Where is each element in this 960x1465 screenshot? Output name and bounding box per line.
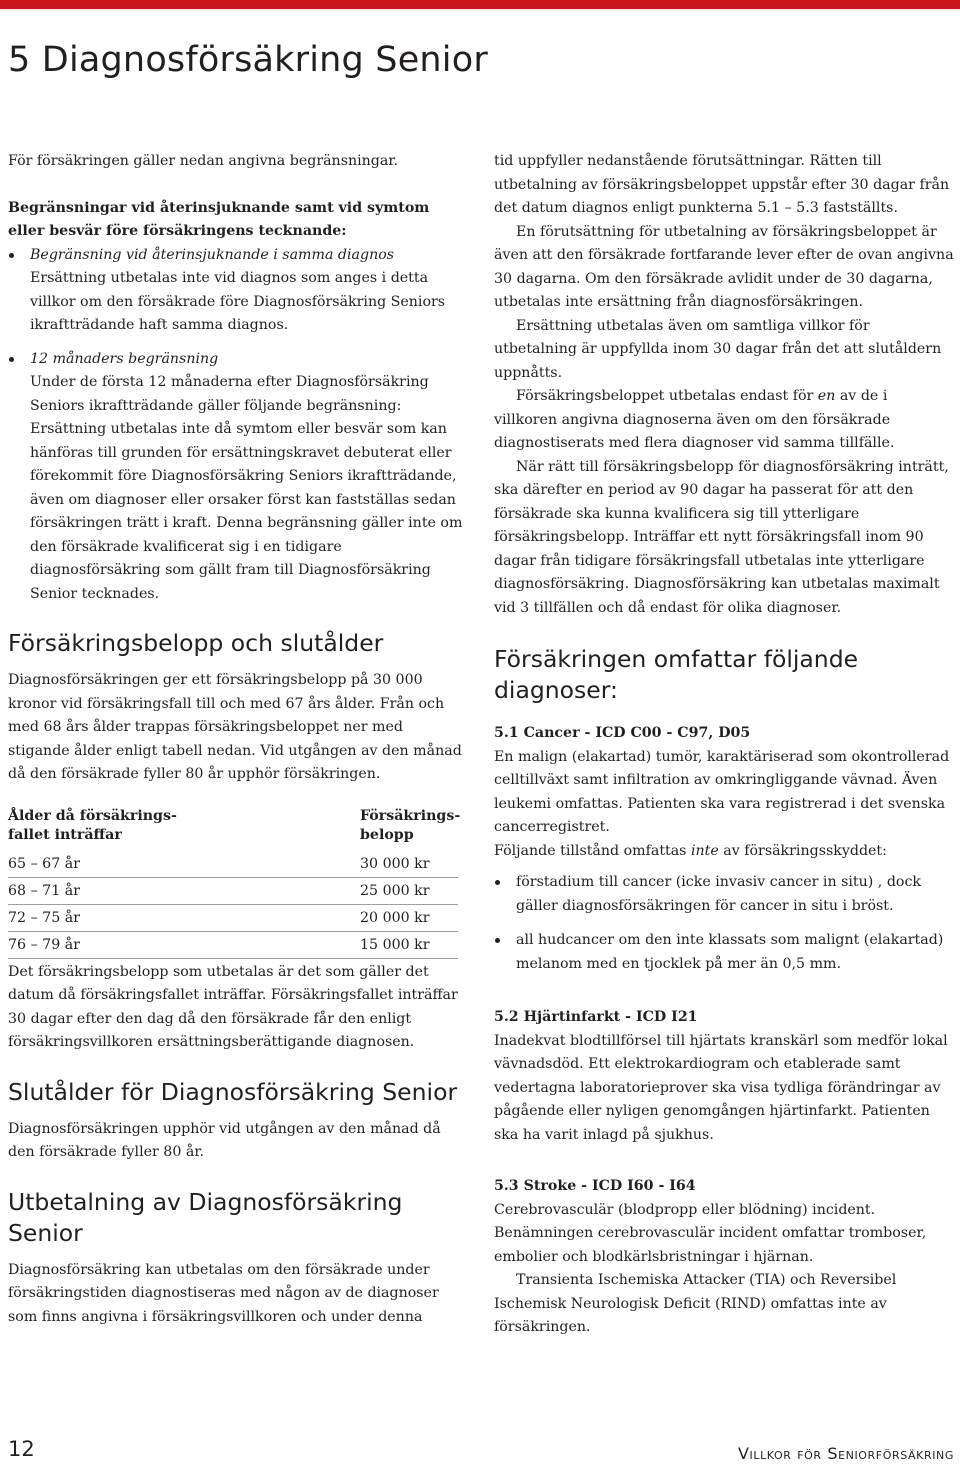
list-item [8,348,468,607]
table-cell: 65 – 67 år [8,855,80,872]
table-cell: 72 – 75 år [8,909,80,926]
section-text-amount: Diagnosförsäkringen ger ett försäkringsbelopp på 30 000 kronor vid försäkringsfall till och med 67 års ålder. Från och med 68 års ålder trappas försäkringsbeloppet ner med stigande ålder enligt tabell nedan. Vid utgången av den månad då den försäkrade fyller 80 år upphör försäkringen. [8,672,462,782]
intro-text: För försäkringen gäller nedan angivna begränsningar. [8,153,399,169]
section-text-end-age: Diagnosförsäkringen upphör vid utgången av den månad då den försäkrade fyller 80 år. [8,1120,441,1160]
list-item: förstadium till cancer (icke invasiv cancer in situ) , dock gäller diagnosförsäkringen för cancer in situ i bröst. [494,871,954,918]
right-column [494,150,954,1340]
limits-heading: Begränsningar vid återinsjuknande samt vid symtom eller besvär före försäkringens tecknande: [8,199,430,239]
list-item: all hudcancer om den inte klassats som malignt (elakartad) melanom med en tjocklek på mer än 0,5 mm. [494,929,954,976]
section-heading-end-age: Slutålder för Diagnosförsäkring Senior [8,1077,458,1106]
diagnosis-text-stroke-extra: Transienta Ischemiska Attacker (TIA) och Reversibel Ischemisk Neurologisk Deficit (RIND) omfattas inte av försäkringen. [494,1272,897,1335]
diagnosis-heading-heart: 5.2 Hjärtinfarkt - ICD I21 [494,1009,698,1025]
exclusion-list [494,871,954,976]
text-run: Försäkringsbeloppet utbetalas endast för [516,388,818,404]
section-heading-payout: Utbetalning av Diagnosförsäkring Senior [8,1187,403,1247]
list-item [8,244,468,338]
table-cell: 68 – 71 år [8,882,80,899]
bullet-title: Begränsning vid återinsjuknande i samma diagnos [30,246,395,263]
diagnosis-text-heart: Inadekvat blodtillförsel till hjärtats kranskärl som medför lokal vävnadsdöd. Ett elektrokardiogram och etablerade samt vedertagna laboratorieprover ska visa tydliga förändringar av pågående eller nyligen genomgången hjärtinfarkt. Patienten ska ha varit inlagd på sjukhus. [494,1032,948,1143]
table-row [8,905,458,932]
page-number: 12 [8,1437,35,1461]
after-table-text: Det försäkringsbelopp som utbetalas är det som gäller det datum då försäkringsfallet inträffar. Försäkringsfallet inträffar 30 dagar efter den dag då den försäkrade får den enligt försäkringsvillkoren ersättningsberättigande diagnosen. [8,963,458,1050]
section-text-payout: Diagnosförsäkring kan utbetalas om den försäkrade under försäkringstiden diagnostiseras med någon av de diagnoser som finns angivna i försäkringsvillkoren och under denna [8,1261,439,1325]
section-heading-amount: Försäkringsbelopp och slutålder [8,629,384,657]
diagnosis-heading-cancer: 5.1 Cancer - ICD C00 - C97, D05 [494,725,751,741]
emphasis: inte [690,842,719,859]
text-run: Följande tillstånd omfattas [494,842,691,859]
paragraph: tid uppfyller nedanstående förutsättningar. Rätten till utbetalning av försäkringsbeloppet uppstår efter 30 dagar från det datum diagnos enligt punkterna 5.1 – 5.3 fastställts. [494,153,950,216]
table-cell: 20 000 kr [360,909,430,926]
text-run: av försäkringsskyddet: [718,842,887,859]
page-title: 5 Diagnosförsäkring Senior [8,40,488,80]
paragraph: Ersättning utbetalas även om samtliga villkor för utbetalning är uppfyllda inom 30 dagar från det att slutåldern uppnåtts. [494,317,942,381]
left-column [8,150,468,1329]
paragraph: När rätt till försäkringsbelopp för diagnosförsäkring inträtt, ska därefter en period av 90 dagar ha passerat för att den försäkrade ska kunna kvalificera sig till ytterligare försäkringsbelopp. Inträffar ett nytt försäkringsfall inom 90 dagar från tidigare försäkringsfall utbetalas inte ytterligare diagnosförsäkring. Diagnosförsäkring kan utbetalas maximalt vid 3 tillfällen och då endast för olika diagnoser. [494,458,949,616]
table-row [8,878,458,905]
emphasis: en [817,388,836,404]
table-header [8,807,461,851]
table-header-age: Ålder då försäkrings- fallet inträffar [8,807,177,843]
table-cell: 15 000 kr [360,936,430,953]
text-run: av de i villkoren angivna diagnoserna även om den försäkrade diagnostiserats med flera diagnoser vid samma tillfälle. [494,388,895,451]
diagnosis-text-cancer: En malign (elakartad) tumör, karaktäriserad som okontrollerad celltillväxt samt infiltration av omkringliggande vävnad. Även leukemi omfattas. Patienten ska vara registrerad i det svenska cancerregistret. [494,748,950,835]
table-cell: 30 000 kr [360,855,430,872]
amount-table [8,807,461,959]
diagnosis-text-stroke: Cerebrovasculär (blodpropp eller blödning) incident. Benämningen cerebrovasculär incident omfattar tromboser, embolier och blodkärlsbristningar i hjärnan. [494,1201,927,1265]
footer-title: Villkor för Seniorförsäkring [737,1444,954,1463]
bullet-title: 12 månaders begränsning [30,350,219,367]
paragraph [494,385,954,456]
paragraph: En förutsättning för utbetalning av försäkringsbeloppet är även att den försäkrade fortfarande lever efter de ovan angivna 30 dagarna. Om den försäkrade avlidit under de 30 dagarna, utbetalas inte ersättning från diagnosförsäkringen. [494,223,954,310]
table-header-amount: Försäkrings- belopp [360,807,461,843]
exclusion-intro [494,840,954,864]
table-cell: 25 000 kr [360,882,430,899]
limits-list [8,244,468,607]
bullet-text: Under de första 12 månaderna efter Diagnosförsäkring Seniors ikraftträdande gäller följande begränsning: Ersättning utbetalas inte då symtom eller besvär som kan hänföras till grunden för ersättningskravet debuterat eller förekommit före Diagnosförsäkring Seniors ikraftträdande, även om diagnoser eller orsaker först kan fastställas sedan försäkringen trätt i kraft. Denna begränsning gäller inte om den försäkrade kvalificerat sig i en tidigare diagnosförsäkring som gällt fram till Diagnosförsäkring Senior tecknades. [30,374,463,602]
bullet-text: Ersättning utbetalas inte vid diagnos som anges i detta villkor om den försäkrade före Diagnosförsäkring Seniors ikraftträdande haft samma diagnos. [30,270,446,333]
table-row [8,932,458,959]
diagnoses-heading: Försäkringen omfattar följande diagnoser: [494,645,859,704]
diagnosis-heading-stroke: 5.3 Stroke - ICD I60 - I64 [494,1178,696,1194]
top-accent-bar [0,0,960,9]
table-row [8,851,458,878]
table-cell: 76 – 79 år [8,936,80,953]
